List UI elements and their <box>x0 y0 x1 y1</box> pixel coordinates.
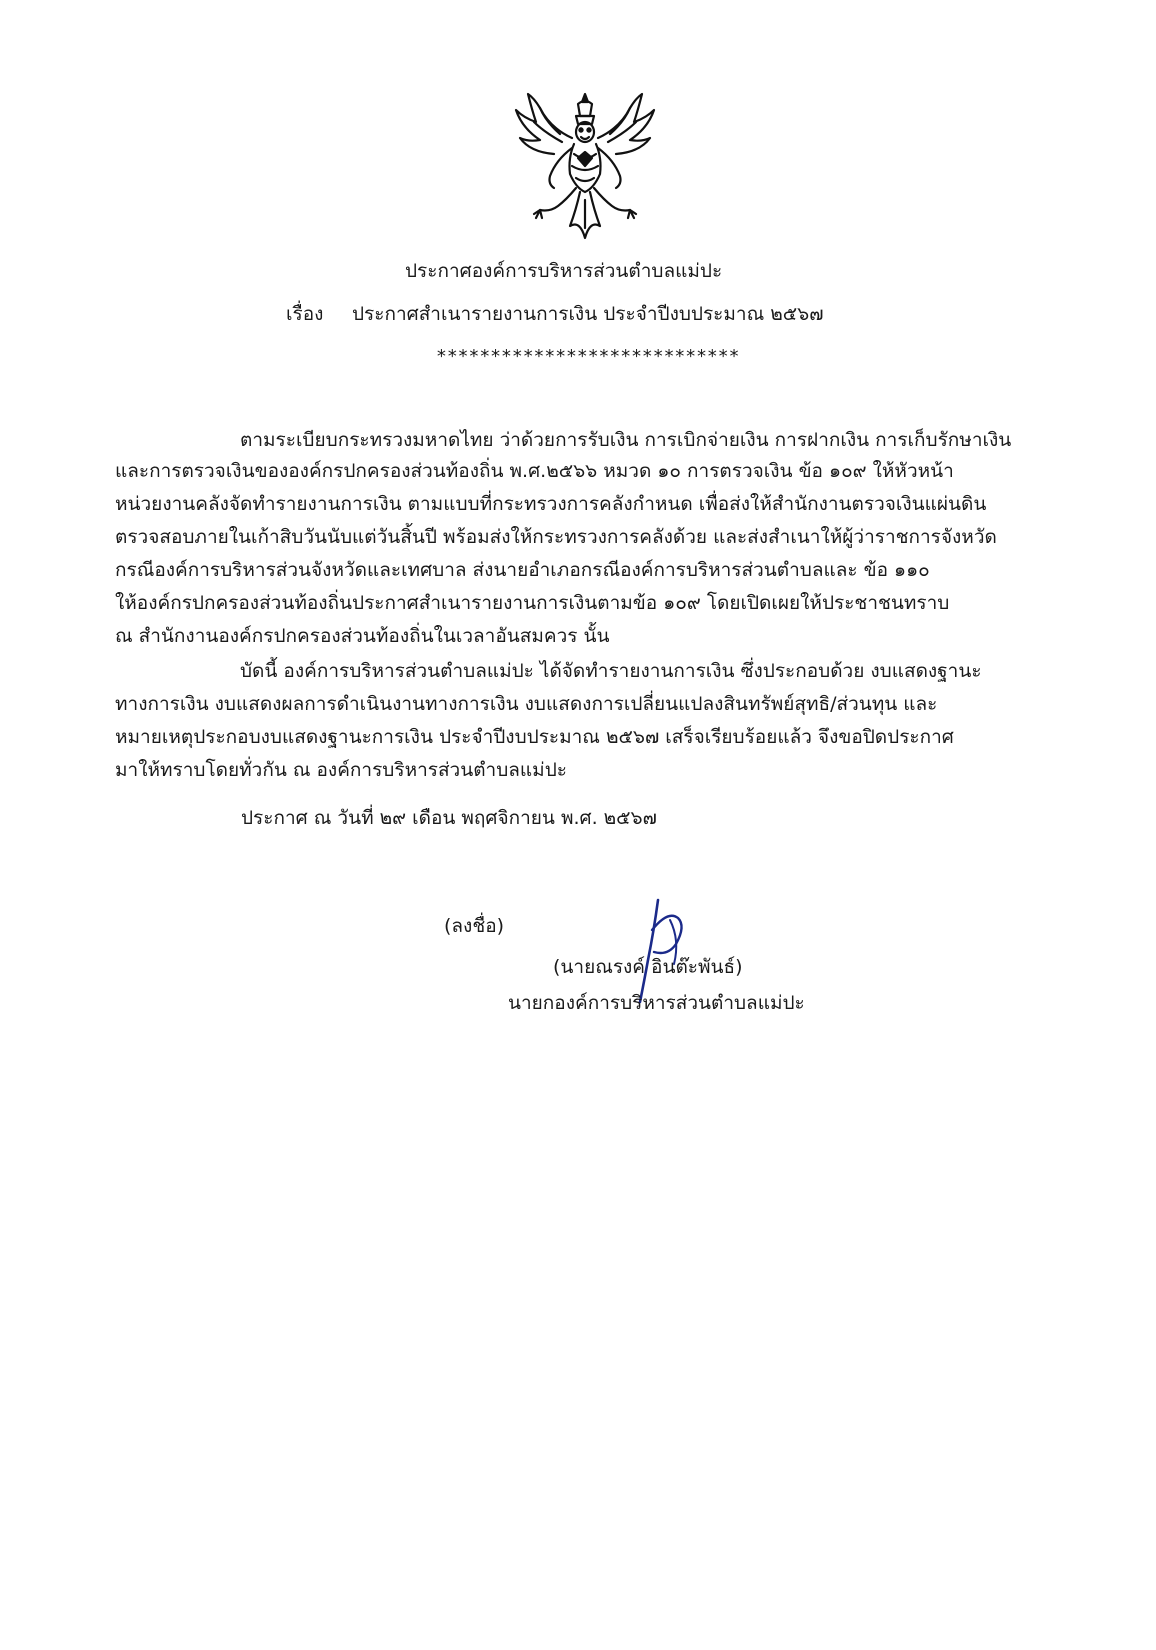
paragraph1-line: กรณีองค์การบริหารส่วนจังหวัดและเทศบาล ส่งนายอำเภอกรณีองค์การบริหารส่วนตำบลและ ข้อ ๑๑๐ <box>115 559 930 581</box>
paragraph1-line: และการตรวจเงินขององค์กรปกครองส่วนท้องถิ่น พ.ศ.๒๕๖๖ หมวด ๑๐ การตรวจเงิน ข้อ ๑๐๙ ให้หัวหน้า <box>115 460 954 482</box>
document-title: ประกาศองค์การบริหารส่วนตำบลแม่ปะ <box>405 260 723 282</box>
paragraph1-line: ตรวจสอบภายในเก้าสิบวันนับแต่วันสิ้นปี พร้อมส่งให้กระทรวงการคลังด้วย และส่งสำเนาให้ผู้ว่าราชการจังหวัด <box>115 526 997 548</box>
signer-position: นายกองค์การบริหารส่วนตำบลแม่ปะ <box>508 992 805 1014</box>
paragraph2-line: มาให้ทราบโดยทั่วกัน ณ องค์การบริหารส่วนตำบลแม่ปะ <box>115 759 567 781</box>
signer-name: (นายณรงค์ อินต๊ะพันธ์) <box>553 956 743 978</box>
paragraph1-line: หน่วยงานคลังจัดทำรายงานการเงิน ตามแบบที่กระทรวงการคลังกำหนด เพื่อส่งให้สำนักงานตรวจเงินแผ่นดิน <box>115 493 987 515</box>
announcement-date: ประกาศ ณ วันที่ ๒๙ เดือน พฤศจิกายน พ.ศ. ๒๕๖๗ <box>241 807 657 829</box>
separator-line: **************************** <box>436 346 740 367</box>
garuda-emblem-icon <box>510 88 660 248</box>
paragraph1-line: ให้องค์กรปกครองส่วนท้องถิ่นประกาศสำเนารายงานการเงินตามข้อ ๑๐๙ โดยเปิดเผยให้ประชาชนทราบ <box>115 592 950 614</box>
subject-text: ประกาศสำเนารายงานการเงิน ประจำปีงบประมาณ ๒๕๖๗ <box>352 303 824 325</box>
signature-label: (ลงชื่อ) <box>444 915 505 937</box>
paragraph2-line: หมายเหตุประกอบงบแสดงฐานะการเงิน ประจำปีงบประมาณ ๒๕๖๗ เสร็จเรียบร้อยแล้ว จึงขอปิดประกาศ <box>115 726 954 748</box>
subject-label: เรื่อง <box>286 303 324 325</box>
paragraph2-line: ทางการเงิน งบแสดงผลการดำเนินงานทางการเงิน งบแสดงการเปลี่ยนแปลงสินทรัพย์สุทธิ/ส่วนทุน และ <box>115 693 938 715</box>
paragraph2-line: บัดนี้ องค์การบริหารส่วนตำบลแม่ปะ ได้จัดทำรายงานการเงิน ซึ่งประกอบด้วย งบแสดงฐานะ <box>240 660 982 682</box>
paragraph1-line: ณ สำนักงานองค์กรปกครองส่วนท้องถิ่นในเวลาอันสมควร นั้น <box>115 625 610 647</box>
paragraph1-line: ตามระเบียบกระทรวงมหาดไทย ว่าด้วยการรับเงิน การเบิกจ่ายเงิน การฝากเงิน การเก็บรักษาเงิน <box>240 429 1012 451</box>
